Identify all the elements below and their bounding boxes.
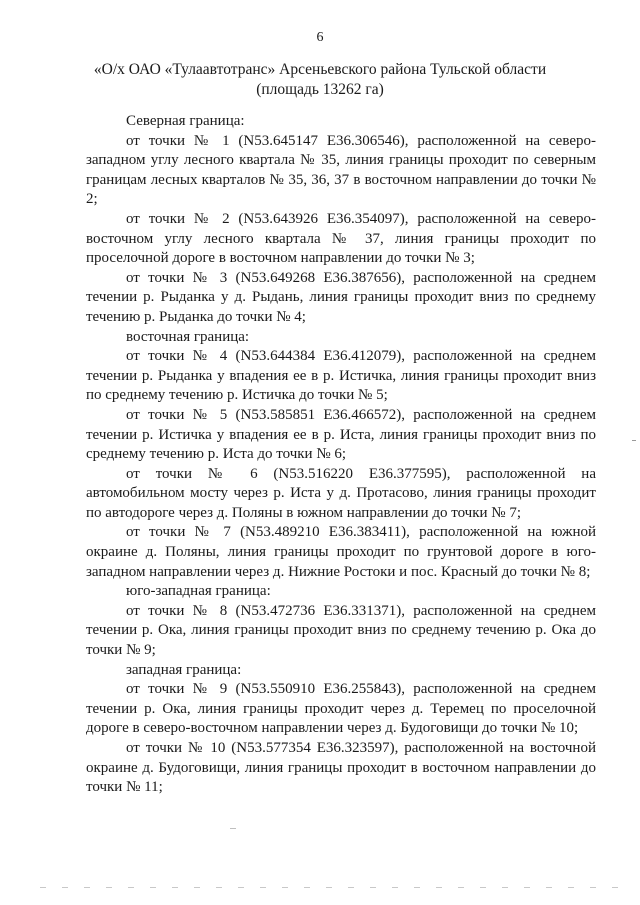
title-line-2: (площадь 13262 га) xyxy=(256,81,384,98)
paragraph-point-2: от точки № 2 (N53.643926 E36.354097), расположенной на северо-восточном углу лесного квартала № 37, линия границы проходит по проселочной дороге в восточном направлении до точки № 3; xyxy=(86,210,596,267)
document-title xyxy=(90,60,550,100)
boundary-description xyxy=(86,112,596,798)
title-line-1: «О/х ОАО «Тулаавтотранс» Арсеньевского района Тульской области xyxy=(93,61,547,78)
paragraph-point-1: от точки № 1 (N53.645147 E36.306546), расположенной на северо-западном углу лесного квартала № 35, линия границы проходит по северным границам лесных кварталов № 35, 36, 37 в восточном направлении до точки № 2; xyxy=(86,132,596,208)
paragraph-point-7: от точки № 7 (N53.489210 E36.383411), расположенной на южной окраине д. Поляны, линия границы проходит по грунтовой дороге в юго-западном направлении через д. Нижние Ростоки и пос. Красный до точки № 8; xyxy=(86,524,596,580)
section-heading-north: Северная граница: xyxy=(126,113,245,129)
paragraph-point-9: от точки № 9 (N53.550910 E36.255843), расположенной на среднем течении р. Ока, линия границы проходит через д. Теремец по проселочной дороге в северо-восточном направлении через д. Будоговищи до точки № 10; xyxy=(86,681,596,737)
paragraph-point-3: от точки № 3 (N53.649268 E36.387656), расположенной на среднем течении р. Рыданка у д. Рыдань, линия границы проходит вниз по среднему течению р. Рыданка до точки № 4; xyxy=(86,269,596,325)
section-heading-west: западная граница: xyxy=(126,661,242,678)
section-heading-east: восточная граница: xyxy=(126,328,250,345)
paragraph-point-5: от точки № 5 (N53.585851 E36.466572), расположенной на среднем течении р. Истичка у впадения ее в р. Иста, линия границы проходит вниз по среднему течению р. Иста до точки № 6; xyxy=(86,406,596,463)
paragraph-point-10: от точки № 10 (N53.577354 E36.323597), расположенной на восточной окраине д. Будоговищи, линия границы проходит в восточном направлении до точки № 11; xyxy=(86,740,596,796)
scan-margin-mark xyxy=(632,440,636,441)
paragraph-point-6: от точки № 6 (N53.516220 E36.377595), расположенной на автомобильном мосту через р. Иста у д. Протасово, линия границы проходит по автодороге через д. Поляны в южном направлении до точки № 7; xyxy=(86,465,596,521)
scan-artifact-mark xyxy=(230,828,236,829)
section-heading-southwest: юго-западная граница: xyxy=(126,583,271,600)
paragraph-point-4: от точки № 4 (N53.644384 E36.412079), расположенной на среднем течении р. Рыданка у впадения ее в р. Истичка, линия границы проходит вниз по среднему течению р. Истичка до точки № 5; xyxy=(86,348,596,404)
paragraph-point-8: от точки № 8 (N53.472736 E36.331371), расположенной на среднем течении р. Ока, линия границы проходит вниз по среднему течению р. Ока до точки № 9; xyxy=(86,602,596,659)
page-number: 6 xyxy=(316,30,324,45)
scan-artifact-bottom-line xyxy=(40,887,620,888)
